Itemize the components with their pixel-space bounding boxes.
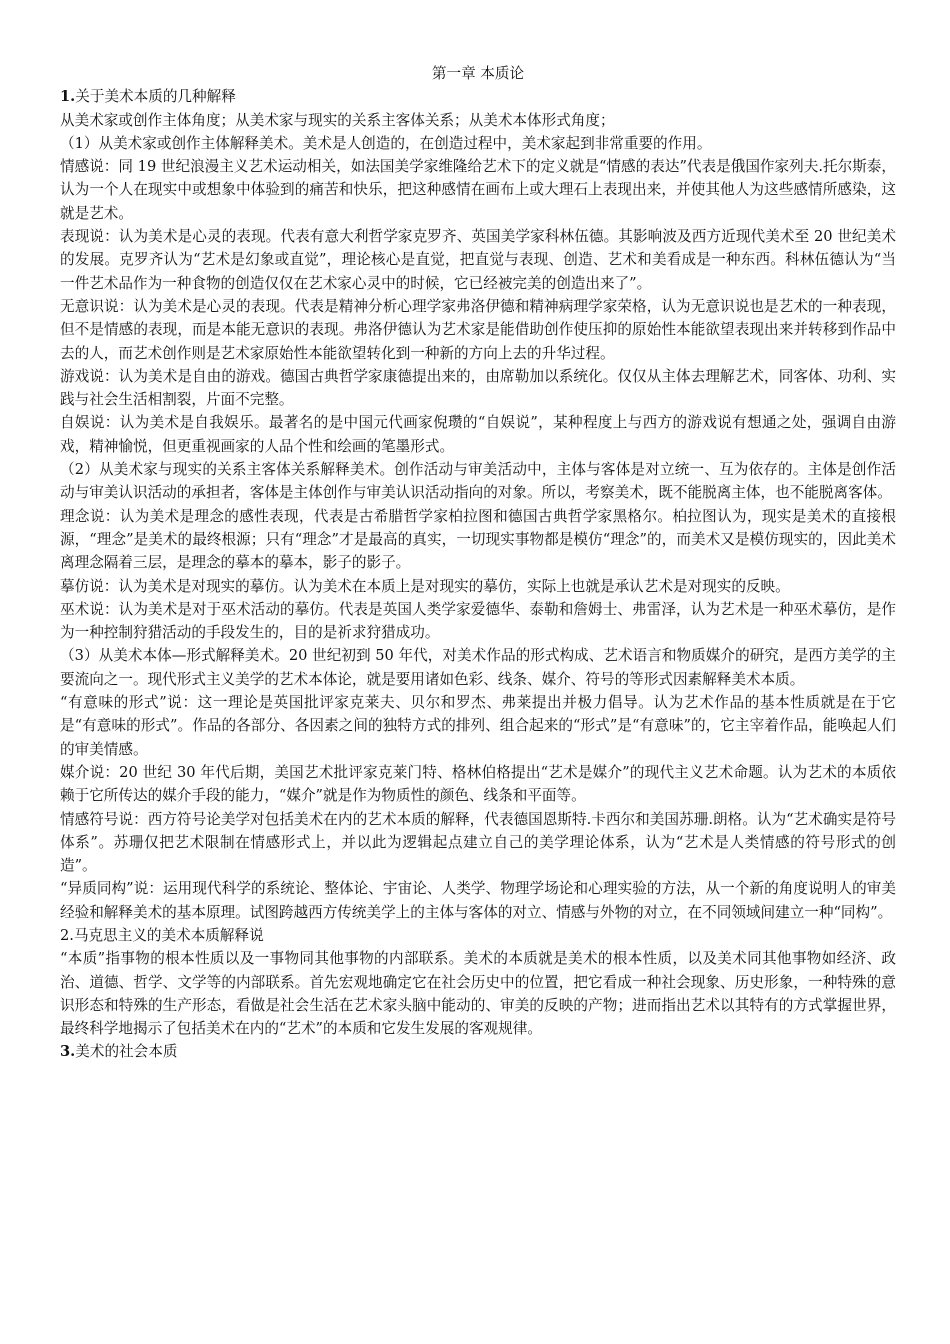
paragraph: 情感符号说：西方符号论美学对包括美术在内的艺术本质的解释，代表德国恩斯特.卡西尔和美国苏珊.朗格。认为“艺术确实是符号体系”。苏珊仅把艺术限制在情感形式上，并以此为逻辑起点建立自己的美学理论体系，认为“艺术是人类情感的符号形式的创造”。 — [60, 810, 896, 875]
section-heading — [60, 85, 896, 108]
paragraph: “本质”指事物的根本性质以及一事物同其他事物的内部联系。美术的本质就是美术的根本性质，以及美术同其他事物如经济、政治、道德、哲学、文学等的内部联系。首先宏观地确定它在社会历史中的位置，把它看成一种社会现象、历史形象，一种特殊的意识形态和特殊的生产形态，看做是社会生活在艺术家头脑中能动的、审美的反映的产物；进而指出艺术以其特有的方式掌握世界，最终科学地揭示了包括美术在内的“艺术”的本质和它发生发展的客观规律。 — [60, 950, 896, 1038]
paragraph: （3）从美术本体—形式解释美术。20 世纪初到 50 年代，对美术作品的形式构成、艺术语言和物质媒介的研究，是西方美学的主要流向之一。现代形式主义美学的艺术本体论，就是要用诸如色彩、线条、媒介、符号的等形式因素解释美术本质。 — [60, 647, 896, 688]
paragraph: 游戏说：认为美术是自由的游戏。德国古典哲学家康德提出来的，由席勒加以系统化。仅仅从主体去理解艺术，同客体、功利、实践与社会生活相割裂，片面不完整。 — [60, 367, 896, 409]
document-body — [60, 85, 896, 1063]
paragraph: “异质同构”说：运用现代科学的系统论、整体论、宇宙论、人类学、物理学场论和心理实验的方法，从一个新的角度说明人的审美经验和解释美术的基本原理。试图跨越西方传统美学上的主体与客体的对立、情感与外物的对立，在不同领域间建立一种“同构”。 — [60, 880, 896, 921]
paragraph: 从美术家或创作主体角度；从美术家与现实的关系主客体关系；从美术本体形式角度； — [60, 111, 615, 129]
paragraph: 理念说：认为美术是理念的感性表现，代表是古希腊哲学家柏拉图和德国古典哲学家黑格尔。柏拉图认为，现实是美术的直接根源，“理念”是美术的最终根源；只有“理念”才是最高的真实，一切现实事物都是模仿“理念”的，而美术又是模仿现实的，因此美术离理念隔着三层，是理念的摹本的摹本，影子的影子。 — [60, 507, 896, 572]
paragraph: 无意识说：认为美术是心灵的表现。代表是精神分析心理学家弗洛伊德和精神病理学家荣格，认为无意识说也是艺术的一种表现，但不是情感的表现，而是本能无意识的表现。弗洛伊德认为艺术家是能借助创作使压抑的原始性本能欲望表现出来并转移到作品中去的人，而艺术创作则是艺术家原始性本能欲望转化到一种新的方向上去的升华过程。 — [60, 297, 896, 362]
paragraph: 表现说：认为美术是心灵的表现。代表有意大利哲学家克罗齐、英国美学家科林伍德。其影响波及西方近现代美术至 20 世纪美术的发展。克罗齐认为“艺术是幻象或直觉”，理论核心是直觉，把直觉与表现、创造、艺术和美看成是一种东西。科林伍德认为“当一件艺术品作为一种食物的创造仅仅在艺术家心灵中的时候，它已经被完美的创造出来了”。 — [60, 228, 896, 292]
section-title: 美术的社会本质 — [75, 1043, 178, 1061]
paragraph: 摹仿说：认为美术是对现实的摹仿。认为美术在本质上是对现实的摹仿，实际上也就是承认艺术是对现实的反映。 — [60, 577, 790, 595]
paragraph: 巫术说：认为美术是对于巫术活动的摹仿。代表是英国人类学家爱德华、泰勒和詹姆士、弗雷泽，认为艺术是一种巫术摹仿，是作为一种控制狩猎活动的手段发生的，目的是祈求狩猎成功。 — [60, 600, 896, 642]
section-heading — [60, 1040, 896, 1063]
paragraph: （2）从美术家与现实的关系主客体关系解释美术。创作活动与审美活动中，主体与客体是对立统一、互为依存的。主体是创作活动与审美认识活动的承担者，客体是主体创作与审美认识活动指向的对象。所以，考察美术，既不能脱离主体，也不能脱离客体。 — [60, 461, 896, 502]
section-heading — [60, 924, 896, 947]
paragraph: 媒介说：20 世纪 30 年代后期，美国艺术批评家克莱门特、格林伯格提出“艺术是媒介”的现代主义艺术命题。认为艺术的本质依赖于它所传达的媒介手段的能力，“媒介”就是作为物质性的颜色、线条和平面等。 — [60, 763, 896, 805]
section-title: 马克思主义的美术本质解释说 — [73, 926, 264, 944]
section-number: 1. — [60, 88, 76, 106]
paragraph: 自娱说：认为美术是自我娱乐。最著名的是中国元代画家倪瓒的“自娱说”，某种程度上与西方的游戏说有想通之处，强调自由游戏，精神愉悦，但更重视画家的人品个性和绘画的笔墨形式。 — [60, 414, 896, 455]
section-title: 关于美术本质的几种解释 — [75, 88, 236, 106]
paragraph: 情感说：同 19 世纪浪漫主义艺术运动相关，如法国美学家维隆给艺术下的定义就是“情感的表达”代表是俄国作家列夫.托尔斯泰，认为一个人在现实中或想象中体验到的痛苦和快乐，把这种感情在画布上或大理石上表现出来，并使其他人为这些感情所感染，这就是艺术。 — [60, 158, 896, 222]
chapter-title: 第一章 本质论 — [431, 65, 525, 82]
section-number: 2. — [60, 926, 74, 944]
paragraph: “有意味的形式”说：这一理论是英国批评家克莱夫、贝尔和罗杰、弗莱提出并极力倡导。认为艺术作品的基本性质就是在于它是“有意味的形式”。作品的各部分、各因素之间的独特方式的排列、组合起来的“形式”是“有意味”的，它主宰着作品，能唤起人们的审美情感。 — [60, 694, 896, 758]
section-number: 3. — [60, 1043, 76, 1061]
paragraph: （1）从美术家或创作主体解释美术。美术是人创造的，在创造过程中，美术家起到非常重要的作用。 — [60, 134, 712, 152]
